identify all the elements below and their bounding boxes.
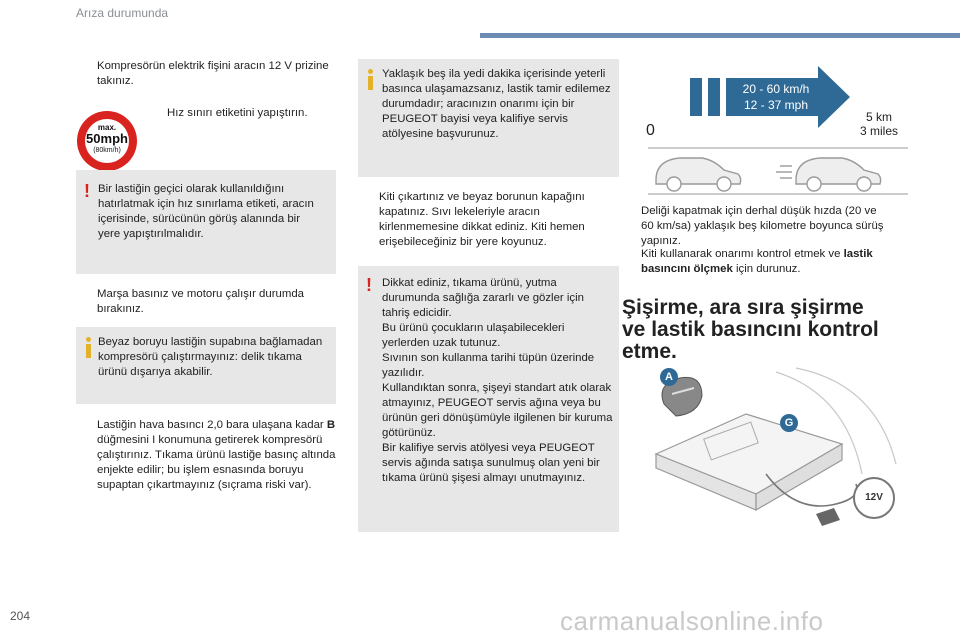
section-title: Şişirme, ara sıra şişirme ve lastik basıncını kontrol etme. xyxy=(622,296,879,363)
compressor-kit-icon xyxy=(646,364,906,534)
warning-icon: ! xyxy=(84,181,90,201)
step-start-engine xyxy=(76,287,338,317)
speed-sign-sub: (80km/h) xyxy=(93,147,121,154)
info-text: Beyaz boruyu lastiğin supabına bağlamadan kompresörü çalıştırmayınız: delik tıkama ürünü dışarıya akabilir. xyxy=(98,336,323,378)
speed-range-kmh: 20 - 60 km/h xyxy=(742,82,810,96)
speed-sign-main: 50mph xyxy=(86,131,128,146)
callout-g: G xyxy=(780,414,798,432)
distance-miles: 3 miles xyxy=(859,124,898,138)
chapter-title: Arıza durumunda xyxy=(76,6,169,20)
page-number: 204 xyxy=(10,609,31,623)
warning-box-sticker xyxy=(76,170,336,274)
compressor-kit-illustration xyxy=(646,364,906,534)
info-box-white-hose xyxy=(76,327,336,404)
step-text-part: düğmesini I konumuna getirerek kompresörü çalıştırınız. Tıkama ürünü lastiğe basınç altında enjekte edilir; bu işlem esnasında boruyu supaptan çıkartmayınız (sıçrama riski var). xyxy=(97,434,336,491)
header-accent-bar xyxy=(480,33,960,38)
step-text xyxy=(620,247,890,277)
car-icon xyxy=(776,158,881,191)
speed-limit-sticker xyxy=(75,109,139,173)
button-b-reference: B xyxy=(326,419,336,431)
info-box-pressure-failure xyxy=(358,59,619,177)
distance-km: 5 km xyxy=(865,110,892,124)
start-distance: 0 xyxy=(646,122,655,139)
step-text: Hız sınırı etiketini yapıştırın. xyxy=(167,107,308,119)
speed-sign-top: max. xyxy=(97,123,117,132)
step-text xyxy=(76,418,338,493)
info-text: Yaklaşık beş ila yedi dakika içerisinde yeterli basınca ulaşamazsanız, lastik tamir edilemez durumdadır; aracınızın onarımı için bir PEUGEOT bayisi veya kalifiye servis atölyesine başvurunuz. xyxy=(382,68,611,140)
step-run-compressor xyxy=(76,418,338,493)
step-drive-slowly xyxy=(620,204,890,249)
step-text: Marşa basınız ve motoru çalışır durumda bırakınız. xyxy=(97,288,305,315)
callout-a: A xyxy=(660,368,678,386)
step-text-bold: lastik basıncını ölçmek xyxy=(641,248,873,275)
speed-range-mph: 12 - 37 mph xyxy=(743,98,809,112)
warning-icon: ! xyxy=(366,275,372,295)
step-text-part: için durunuz. xyxy=(732,263,801,275)
step-check-repair xyxy=(620,247,890,277)
socket-12v-label: 12V xyxy=(865,492,883,503)
watermark: carmanualsonline.info xyxy=(560,606,824,636)
step-text: Deliği kapatmak için derhal düşük hızda (20 ve 60 km/sa) yaklaşık beş kilometre boyunca sürüş yapınız. xyxy=(641,205,884,247)
warning-text: Dikkat ediniz, tıkama ürünü, yutma durumunda sağlığa zararlı ve gözler için tahriş edicidir. Bu ürünü çocukların ulaşabilecekleri yerlerden uzak tutunuz. Sıvının son kullanma tarihi tüpün üzerinde yazılıdır. Kullandıktan sonra, şişeyi standart atık olarak atmayınız, PEUGEOT servis ağına veya bu ürünün geri dönüşümüyle ilgilenen bir kuruma götürünüz. Bir kalifiye servis atölyesi veya PEUGEOT servis ağında satışa sunulmuş olan yeni bir tıkama ürünü şişesi almayı unutmayınız. xyxy=(382,277,613,484)
step-text-part: Kiti kullanarak onarımı kontrol etmek ve xyxy=(641,248,844,260)
step-apply-sticker xyxy=(146,106,336,121)
info-icon xyxy=(86,337,92,358)
warning-text: Bir lastiğin geçici olarak kullanıldığını hatırlatmak için hız sınırlama etiketi, aracın içerisinde, sürücünün görüş alanında bir yere yapıştırılmalıdır. xyxy=(98,183,314,240)
step-text: Kompresörün elektrik fişini aracın 12 V prizine takınız. xyxy=(97,60,329,87)
step-text: Kiti çıkartınız ve beyaz borunun kapağını kapatınız. Sıvı lekeleriyle aracın kirlenmemesine dikkat ediniz. Kiti hemen erişebileceğiniz bir yere koyunuz. xyxy=(379,191,585,248)
step-plug-compressor xyxy=(76,59,338,89)
driving-diagram xyxy=(640,62,910,198)
info-icon xyxy=(368,69,374,90)
car-icon xyxy=(656,158,741,191)
step-text-part: Lastiğin hava basıncı 2,0 bara ulaşana kadar xyxy=(97,419,327,431)
warning-box-sealant xyxy=(358,266,619,532)
step-remove-kit xyxy=(358,190,620,250)
